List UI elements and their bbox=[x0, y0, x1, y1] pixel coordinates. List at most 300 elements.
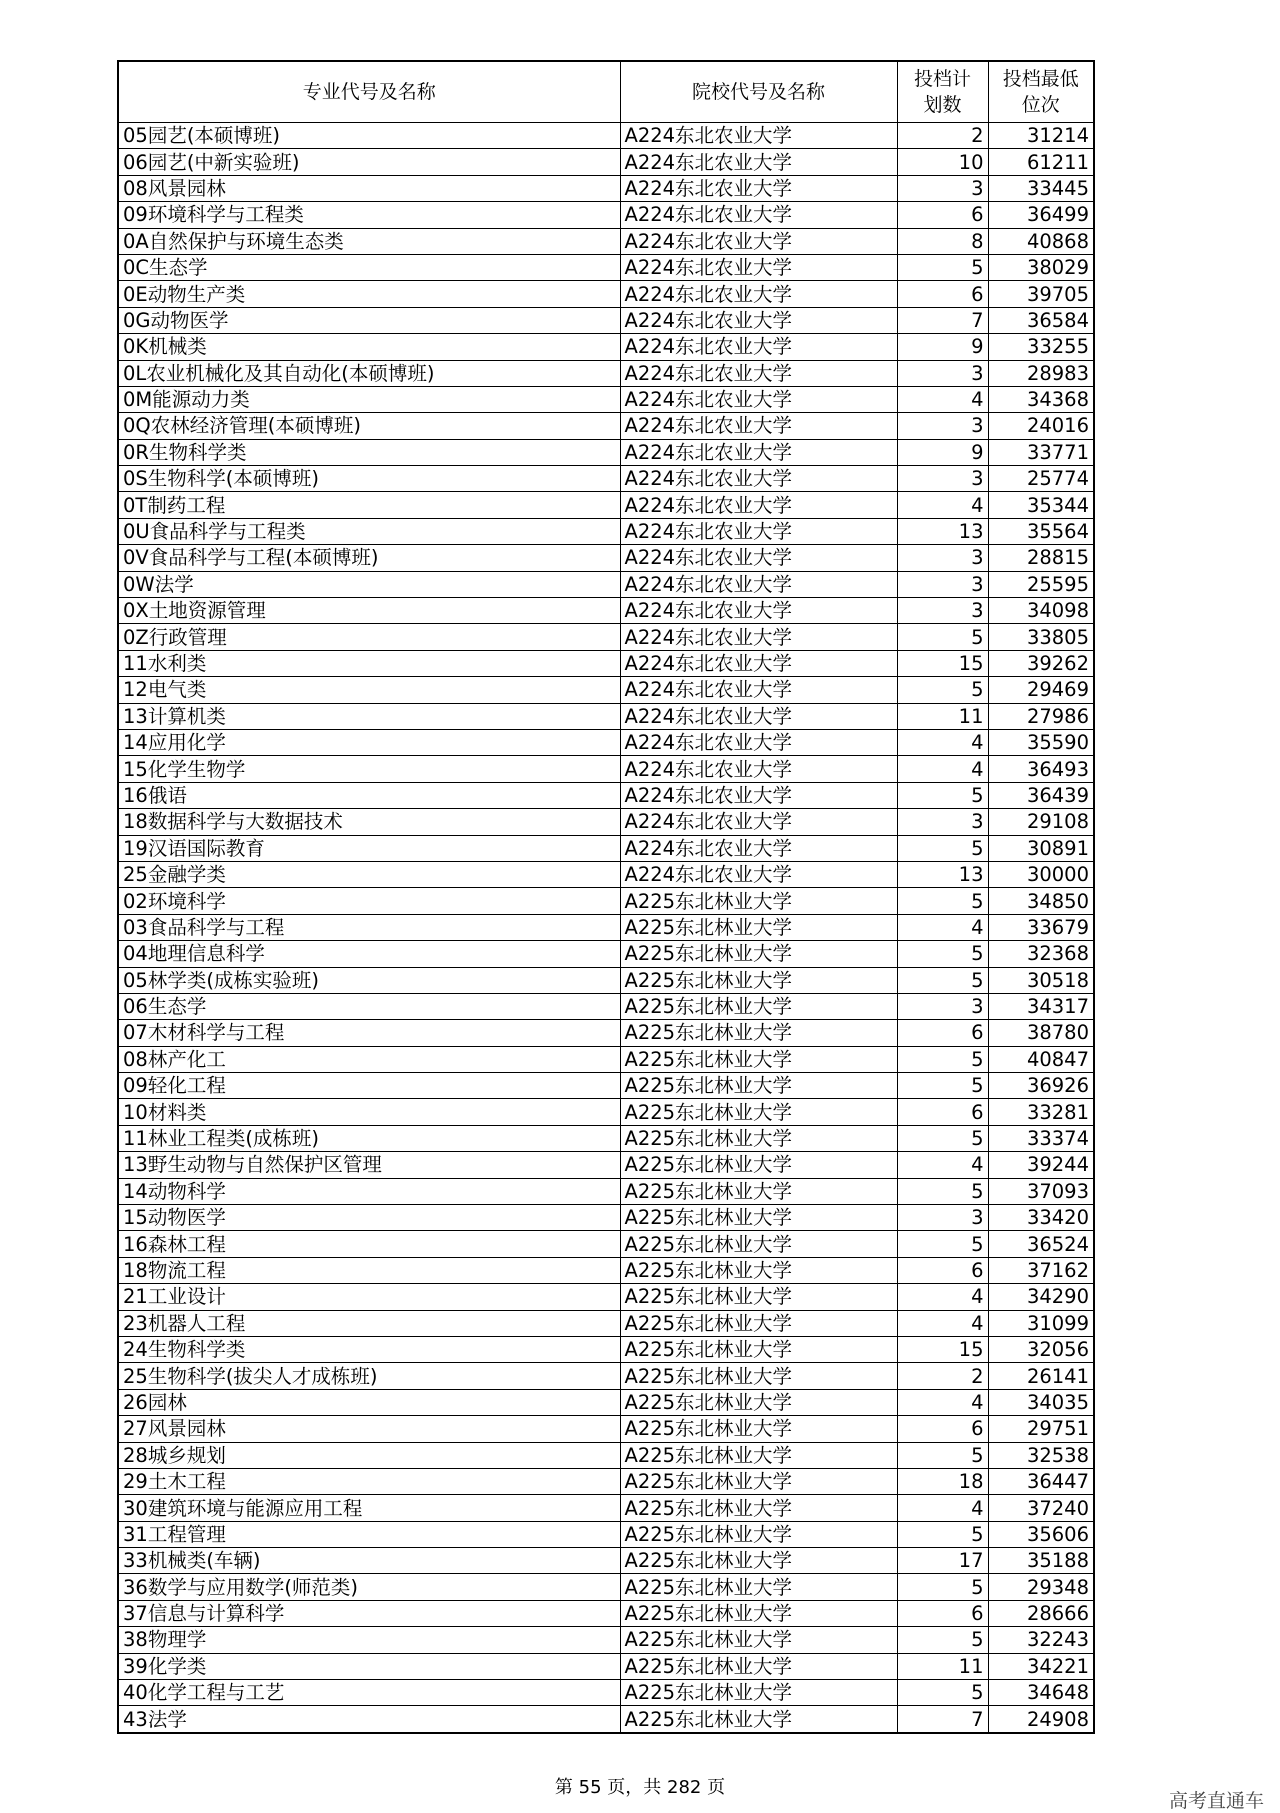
major-cell: 33机械类(车辆) bbox=[118, 1548, 620, 1574]
min-rank-cell: 36524 bbox=[988, 1231, 1094, 1257]
table-row bbox=[118, 149, 1094, 175]
major-cell: 08风景园林 bbox=[118, 175, 620, 201]
table-row bbox=[118, 1468, 1094, 1494]
min-rank-cell: 33445 bbox=[988, 175, 1094, 201]
table-row bbox=[118, 1442, 1094, 1468]
table-row bbox=[118, 1416, 1094, 1442]
plan-count-cell: 5 bbox=[897, 1521, 988, 1547]
table-row bbox=[118, 1205, 1094, 1231]
table-row bbox=[118, 466, 1094, 492]
major-cell: 24生物科学类 bbox=[118, 1336, 620, 1362]
school-cell: A225东北林业大学 bbox=[620, 1574, 897, 1600]
min-rank-cell: 28666 bbox=[988, 1600, 1094, 1626]
table-row bbox=[118, 941, 1094, 967]
min-rank-cell: 37240 bbox=[988, 1495, 1094, 1521]
school-cell: A224东北农业大学 bbox=[620, 624, 897, 650]
school-cell: A224东北农业大学 bbox=[620, 413, 897, 439]
min-rank-cell: 33420 bbox=[988, 1205, 1094, 1231]
header-major-label: 专业代号及名称 bbox=[302, 81, 436, 103]
plan-count-cell: 8 bbox=[897, 228, 988, 254]
school-cell: A224东北农业大学 bbox=[620, 809, 897, 835]
plan-count-cell: 6 bbox=[897, 281, 988, 307]
plan-count-cell: 3 bbox=[897, 545, 988, 571]
min-rank-cell: 36499 bbox=[988, 202, 1094, 228]
watermark-text: 高考直通车 bbox=[1168, 1790, 1264, 1812]
major-cell: 27风景园林 bbox=[118, 1416, 620, 1442]
table-row bbox=[118, 307, 1094, 333]
table-row bbox=[118, 360, 1094, 386]
plan-count-cell: 4 bbox=[897, 492, 988, 518]
school-cell: A224东北农业大学 bbox=[620, 782, 897, 808]
school-cell: A225东北林业大学 bbox=[620, 993, 897, 1019]
min-rank-cell: 24016 bbox=[988, 413, 1094, 439]
major-cell: 36数学与应用数学(师范类) bbox=[118, 1574, 620, 1600]
major-cell: 29土木工程 bbox=[118, 1468, 620, 1494]
major-cell: 0T制药工程 bbox=[118, 492, 620, 518]
school-cell: A225东北林业大学 bbox=[620, 1706, 897, 1733]
table-body bbox=[118, 123, 1094, 1733]
min-rank-cell: 33374 bbox=[988, 1125, 1094, 1151]
table-row bbox=[118, 1680, 1094, 1706]
min-rank-cell: 36447 bbox=[988, 1468, 1094, 1494]
major-cell: 06生态学 bbox=[118, 993, 620, 1019]
school-cell: A224东北农业大学 bbox=[620, 439, 897, 465]
major-cell: 0U食品科学与工程类 bbox=[118, 518, 620, 544]
school-cell: A225东北林业大学 bbox=[620, 1336, 897, 1362]
table-row bbox=[118, 1495, 1094, 1521]
plan-count-cell: 11 bbox=[897, 703, 988, 729]
plan-count-cell: 4 bbox=[897, 729, 988, 755]
min-rank-cell: 33679 bbox=[988, 914, 1094, 940]
school-cell: A225东北林业大学 bbox=[620, 1284, 897, 1310]
major-cell: 12电气类 bbox=[118, 677, 620, 703]
header-plan-line1: 投档计 bbox=[913, 68, 971, 90]
plan-count-cell: 4 bbox=[897, 1310, 988, 1336]
major-cell: 26园林 bbox=[118, 1389, 620, 1415]
plan-count-cell: 5 bbox=[897, 888, 988, 914]
plan-count-cell: 3 bbox=[897, 993, 988, 1019]
major-cell: 0K机械类 bbox=[118, 334, 620, 360]
plan-count-cell: 5 bbox=[897, 941, 988, 967]
table-row bbox=[118, 1600, 1094, 1626]
major-cell: 09环境科学与工程类 bbox=[118, 202, 620, 228]
school-cell: A225东北林业大学 bbox=[620, 1627, 897, 1653]
major-cell: 04地理信息科学 bbox=[118, 941, 620, 967]
major-cell: 23机器人工程 bbox=[118, 1310, 620, 1336]
school-cell: A224东北农业大学 bbox=[620, 545, 897, 571]
major-cell: 0V食品科学与工程(本硕博班) bbox=[118, 545, 620, 571]
table-row bbox=[118, 228, 1094, 254]
major-cell: 0L农业机械化及其自动化(本硕博班) bbox=[118, 360, 620, 386]
table-row bbox=[118, 413, 1094, 439]
min-rank-cell: 31099 bbox=[988, 1310, 1094, 1336]
min-rank-cell: 39262 bbox=[988, 650, 1094, 676]
plan-count-cell: 4 bbox=[897, 1284, 988, 1310]
major-cell: 11林业工程类(成栋班) bbox=[118, 1125, 620, 1151]
major-cell: 18物流工程 bbox=[118, 1257, 620, 1283]
min-rank-cell: 29348 bbox=[988, 1574, 1094, 1600]
min-rank-cell: 34648 bbox=[988, 1680, 1094, 1706]
min-rank-cell: 40847 bbox=[988, 1046, 1094, 1072]
table-row bbox=[118, 281, 1094, 307]
header-rank-line1: 投档最低 bbox=[1002, 68, 1079, 90]
table-row bbox=[118, 1363, 1094, 1389]
major-cell: 16森林工程 bbox=[118, 1231, 620, 1257]
major-cell: 09轻化工程 bbox=[118, 1073, 620, 1099]
plan-count-cell: 3 bbox=[897, 466, 988, 492]
plan-count-cell: 7 bbox=[897, 307, 988, 333]
school-cell: A224东北农业大学 bbox=[620, 677, 897, 703]
plan-count-cell: 3 bbox=[897, 571, 988, 597]
major-cell: 0X土地资源管理 bbox=[118, 598, 620, 624]
table-row bbox=[118, 650, 1094, 676]
major-cell: 0S生物科学(本硕博班) bbox=[118, 466, 620, 492]
school-cell: A224东北农业大学 bbox=[620, 729, 897, 755]
table-row bbox=[118, 1231, 1094, 1257]
school-cell: A225东北林业大学 bbox=[620, 1521, 897, 1547]
school-cell: A224东北农业大学 bbox=[620, 518, 897, 544]
plan-count-cell: 2 bbox=[897, 123, 988, 149]
plan-count-cell: 5 bbox=[897, 624, 988, 650]
min-rank-cell: 28983 bbox=[988, 360, 1094, 386]
plan-count-cell: 5 bbox=[897, 1178, 988, 1204]
major-cell: 19汉语国际教育 bbox=[118, 835, 620, 861]
major-cell: 05园艺(本硕博班) bbox=[118, 123, 620, 149]
table-row bbox=[118, 729, 1094, 755]
plan-count-cell: 6 bbox=[897, 202, 988, 228]
table-row bbox=[118, 677, 1094, 703]
school-cell: A224东北农业大学 bbox=[620, 835, 897, 861]
school-cell: A225东北林业大学 bbox=[620, 1389, 897, 1415]
major-cell: 0R生物科学类 bbox=[118, 439, 620, 465]
plan-count-cell: 5 bbox=[897, 254, 988, 280]
min-rank-cell: 33805 bbox=[988, 624, 1094, 650]
plan-count-cell: 4 bbox=[897, 914, 988, 940]
min-rank-cell: 35590 bbox=[988, 729, 1094, 755]
min-rank-cell: 30000 bbox=[988, 861, 1094, 887]
min-rank-cell: 61211 bbox=[988, 149, 1094, 175]
school-cell: A225东北林业大学 bbox=[620, 941, 897, 967]
min-rank-cell: 38029 bbox=[988, 254, 1094, 280]
school-cell: A225东北林业大学 bbox=[620, 914, 897, 940]
major-cell: 07木材科学与工程 bbox=[118, 1020, 620, 1046]
min-rank-cell: 33771 bbox=[988, 439, 1094, 465]
table-header-row bbox=[118, 61, 1094, 123]
plan-count-cell: 4 bbox=[897, 1389, 988, 1415]
plan-count-cell: 5 bbox=[897, 1046, 988, 1072]
school-cell: A224东北农业大学 bbox=[620, 149, 897, 175]
plan-count-cell: 7 bbox=[897, 1706, 988, 1733]
min-rank-cell: 29469 bbox=[988, 677, 1094, 703]
table-row bbox=[118, 1073, 1094, 1099]
plan-count-cell: 13 bbox=[897, 518, 988, 544]
school-cell: A225东北林业大学 bbox=[620, 1495, 897, 1521]
school-cell: A225东北林业大学 bbox=[620, 1020, 897, 1046]
plan-count-cell: 3 bbox=[897, 413, 988, 439]
table-row bbox=[118, 545, 1094, 571]
table-row bbox=[118, 756, 1094, 782]
major-cell: 10材料类 bbox=[118, 1099, 620, 1125]
min-rank-cell: 27986 bbox=[988, 703, 1094, 729]
plan-count-cell: 2 bbox=[897, 1363, 988, 1389]
header-plan-count bbox=[897, 61, 988, 123]
school-cell: A225东北林业大学 bbox=[620, 1257, 897, 1283]
plan-count-cell: 5 bbox=[897, 1073, 988, 1099]
plan-count-cell: 6 bbox=[897, 1257, 988, 1283]
table-row bbox=[118, 1627, 1094, 1653]
school-cell: A224东北农业大学 bbox=[620, 360, 897, 386]
min-rank-cell: 35188 bbox=[988, 1548, 1094, 1574]
school-cell: A225东北林业大学 bbox=[620, 888, 897, 914]
major-cell: 05林学类(成栋实验班) bbox=[118, 967, 620, 993]
plan-count-cell: 6 bbox=[897, 1020, 988, 1046]
school-cell: A224东北农业大学 bbox=[620, 334, 897, 360]
min-rank-cell: 30518 bbox=[988, 967, 1094, 993]
table-row bbox=[118, 888, 1094, 914]
plan-count-cell: 5 bbox=[897, 782, 988, 808]
min-rank-cell: 29108 bbox=[988, 809, 1094, 835]
table-row bbox=[118, 624, 1094, 650]
min-rank-cell: 37162 bbox=[988, 1257, 1094, 1283]
table-row bbox=[118, 1574, 1094, 1600]
table-row bbox=[118, 598, 1094, 624]
min-rank-cell: 36493 bbox=[988, 756, 1094, 782]
plan-count-cell: 5 bbox=[897, 967, 988, 993]
school-cell: A224东北农业大学 bbox=[620, 466, 897, 492]
table-row bbox=[118, 386, 1094, 412]
min-rank-cell: 34317 bbox=[988, 993, 1094, 1019]
min-rank-cell: 36439 bbox=[988, 782, 1094, 808]
table-row bbox=[118, 703, 1094, 729]
major-cell: 13野生动物与自然保护区管理 bbox=[118, 1152, 620, 1178]
table-row bbox=[118, 809, 1094, 835]
table-row bbox=[118, 1653, 1094, 1679]
school-cell: A225东北林业大学 bbox=[620, 1680, 897, 1706]
table-row bbox=[118, 334, 1094, 360]
min-rank-cell: 35606 bbox=[988, 1521, 1094, 1547]
min-rank-cell: 32538 bbox=[988, 1442, 1094, 1468]
major-cell: 08林产化工 bbox=[118, 1046, 620, 1072]
plan-count-cell: 5 bbox=[897, 835, 988, 861]
plan-count-cell: 4 bbox=[897, 386, 988, 412]
plan-count-cell: 10 bbox=[897, 149, 988, 175]
school-cell: A224东北农业大学 bbox=[620, 307, 897, 333]
plan-count-cell: 9 bbox=[897, 439, 988, 465]
major-cell: 16俄语 bbox=[118, 782, 620, 808]
plan-count-cell: 6 bbox=[897, 1600, 988, 1626]
table-row bbox=[118, 1548, 1094, 1574]
plan-count-cell: 15 bbox=[897, 1336, 988, 1362]
min-rank-cell: 36584 bbox=[988, 307, 1094, 333]
major-cell: 28城乡规划 bbox=[118, 1442, 620, 1468]
min-rank-cell: 25774 bbox=[988, 466, 1094, 492]
plan-count-cell: 6 bbox=[897, 1416, 988, 1442]
plan-count-cell: 17 bbox=[897, 1548, 988, 1574]
table-row bbox=[118, 492, 1094, 518]
school-cell: A225东北林业大学 bbox=[620, 1073, 897, 1099]
header-school-label: 院校代号及名称 bbox=[691, 81, 825, 103]
major-cell: 0C生态学 bbox=[118, 254, 620, 280]
header-min-rank bbox=[988, 61, 1094, 123]
school-cell: A225东北林业大学 bbox=[620, 1416, 897, 1442]
min-rank-cell: 29751 bbox=[988, 1416, 1094, 1442]
table-row bbox=[118, 1521, 1094, 1547]
table-row bbox=[118, 1389, 1094, 1415]
table-row bbox=[118, 571, 1094, 597]
table-row bbox=[118, 518, 1094, 544]
school-cell: A225东北林业大学 bbox=[620, 1099, 897, 1125]
school-cell: A225东北林业大学 bbox=[620, 1653, 897, 1679]
major-cell: 13计算机类 bbox=[118, 703, 620, 729]
school-cell: A225东北林业大学 bbox=[620, 1468, 897, 1494]
major-cell: 30建筑环境与能源应用工程 bbox=[118, 1495, 620, 1521]
major-cell: 14应用化学 bbox=[118, 729, 620, 755]
school-cell: A224东北农业大学 bbox=[620, 228, 897, 254]
major-cell: 15动物医学 bbox=[118, 1205, 620, 1231]
major-cell: 0W法学 bbox=[118, 571, 620, 597]
min-rank-cell: 34035 bbox=[988, 1389, 1094, 1415]
major-cell: 38物理学 bbox=[118, 1627, 620, 1653]
plan-count-cell: 5 bbox=[897, 1442, 988, 1468]
min-rank-cell: 35564 bbox=[988, 518, 1094, 544]
school-cell: A224东北农业大学 bbox=[620, 861, 897, 887]
school-cell: A224东北农业大学 bbox=[620, 175, 897, 201]
major-cell: 0A自然保护与环境生态类 bbox=[118, 228, 620, 254]
min-rank-cell: 37093 bbox=[988, 1178, 1094, 1204]
min-rank-cell: 25595 bbox=[988, 571, 1094, 597]
major-cell: 31工程管理 bbox=[118, 1521, 620, 1547]
school-cell: A225东北林业大学 bbox=[620, 1152, 897, 1178]
min-rank-cell: 38780 bbox=[988, 1020, 1094, 1046]
plan-count-cell: 4 bbox=[897, 756, 988, 782]
table-row bbox=[118, 1706, 1094, 1733]
plan-count-cell: 5 bbox=[897, 1125, 988, 1151]
min-rank-cell: 34368 bbox=[988, 386, 1094, 412]
major-cell: 18数据科学与大数据技术 bbox=[118, 809, 620, 835]
table-row bbox=[118, 123, 1094, 149]
table-row bbox=[118, 1178, 1094, 1204]
plan-count-cell: 18 bbox=[897, 1468, 988, 1494]
table-row bbox=[118, 835, 1094, 861]
school-cell: A224东北农业大学 bbox=[620, 123, 897, 149]
table-row bbox=[118, 1152, 1094, 1178]
table-row bbox=[118, 782, 1094, 808]
major-cell: 15化学生物学 bbox=[118, 756, 620, 782]
admission-table bbox=[117, 60, 1095, 1734]
school-cell: A224东北农业大学 bbox=[620, 571, 897, 597]
table-row bbox=[118, 1257, 1094, 1283]
major-cell: 0Q农林经济管理(本硕博班) bbox=[118, 413, 620, 439]
min-rank-cell: 35344 bbox=[988, 492, 1094, 518]
plan-count-cell: 6 bbox=[897, 1099, 988, 1125]
school-cell: A225东北林业大学 bbox=[620, 1363, 897, 1389]
table-row bbox=[118, 993, 1094, 1019]
school-cell: A225东北林业大学 bbox=[620, 1231, 897, 1257]
school-cell: A224东北农业大学 bbox=[620, 281, 897, 307]
plan-count-cell: 5 bbox=[897, 1627, 988, 1653]
school-cell: A224东北农业大学 bbox=[620, 492, 897, 518]
school-cell: A225东北林业大学 bbox=[620, 967, 897, 993]
school-cell: A225东北林业大学 bbox=[620, 1125, 897, 1151]
header-rank-line2: 位次 bbox=[1021, 94, 1060, 116]
min-rank-cell: 34098 bbox=[988, 598, 1094, 624]
table-row bbox=[118, 861, 1094, 887]
plan-count-cell: 3 bbox=[897, 360, 988, 386]
school-cell: A225东北林业大学 bbox=[620, 1442, 897, 1468]
table-row bbox=[118, 202, 1094, 228]
major-cell: 39化学类 bbox=[118, 1653, 620, 1679]
header-major bbox=[118, 61, 620, 123]
min-rank-cell: 36926 bbox=[988, 1073, 1094, 1099]
min-rank-cell: 34290 bbox=[988, 1284, 1094, 1310]
plan-count-cell: 5 bbox=[897, 1574, 988, 1600]
major-cell: 0G动物医学 bbox=[118, 307, 620, 333]
major-cell: 06园艺(中新实验班) bbox=[118, 149, 620, 175]
header-school bbox=[620, 61, 897, 123]
school-cell: A225东北林业大学 bbox=[620, 1548, 897, 1574]
min-rank-cell: 32056 bbox=[988, 1336, 1094, 1362]
min-rank-cell: 39244 bbox=[988, 1152, 1094, 1178]
school-cell: A225东北林业大学 bbox=[620, 1310, 897, 1336]
table-row bbox=[118, 1125, 1094, 1151]
min-rank-cell: 32243 bbox=[988, 1627, 1094, 1653]
major-cell: 03食品科学与工程 bbox=[118, 914, 620, 940]
school-cell: A225东北林业大学 bbox=[620, 1178, 897, 1204]
min-rank-cell: 31214 bbox=[988, 123, 1094, 149]
plan-count-cell: 9 bbox=[897, 334, 988, 360]
table-row bbox=[118, 254, 1094, 280]
major-cell: 11水利类 bbox=[118, 650, 620, 676]
table-row bbox=[118, 1310, 1094, 1336]
major-cell: 37信息与计算科学 bbox=[118, 1600, 620, 1626]
table-row bbox=[118, 175, 1094, 201]
table-row bbox=[118, 1046, 1094, 1072]
min-rank-cell: 34221 bbox=[988, 1653, 1094, 1679]
min-rank-cell: 26141 bbox=[988, 1363, 1094, 1389]
school-cell: A224东北农业大学 bbox=[620, 254, 897, 280]
major-cell: 21工业设计 bbox=[118, 1284, 620, 1310]
min-rank-cell: 28815 bbox=[988, 545, 1094, 571]
table-row bbox=[118, 439, 1094, 465]
major-cell: 43法学 bbox=[118, 1706, 620, 1733]
major-cell: 02环境科学 bbox=[118, 888, 620, 914]
major-cell: 0Z行政管理 bbox=[118, 624, 620, 650]
school-cell: A224东北农业大学 bbox=[620, 703, 897, 729]
table-row bbox=[118, 1020, 1094, 1046]
plan-count-cell: 11 bbox=[897, 1653, 988, 1679]
school-cell: A225东北林业大学 bbox=[620, 1600, 897, 1626]
min-rank-cell: 39705 bbox=[988, 281, 1094, 307]
table-row bbox=[118, 967, 1094, 993]
school-cell: A225东北林业大学 bbox=[620, 1046, 897, 1072]
plan-count-cell: 4 bbox=[897, 1495, 988, 1521]
admission-table-container bbox=[117, 60, 1093, 1734]
major-cell: 0M能源动力类 bbox=[118, 386, 620, 412]
major-cell: 25金融学类 bbox=[118, 861, 620, 887]
school-cell: A224东北农业大学 bbox=[620, 386, 897, 412]
plan-count-cell: 15 bbox=[897, 650, 988, 676]
page-number: 第 55 页，共 282 页 bbox=[554, 1777, 726, 1798]
plan-count-cell: 5 bbox=[897, 1680, 988, 1706]
school-cell: A224东北农业大学 bbox=[620, 202, 897, 228]
plan-count-cell: 4 bbox=[897, 1152, 988, 1178]
plan-count-cell: 5 bbox=[897, 677, 988, 703]
table-row bbox=[118, 1284, 1094, 1310]
plan-count-cell: 5 bbox=[897, 1231, 988, 1257]
min-rank-cell: 32368 bbox=[988, 941, 1094, 967]
plan-count-cell: 13 bbox=[897, 861, 988, 887]
major-cell: 40化学工程与工艺 bbox=[118, 1680, 620, 1706]
